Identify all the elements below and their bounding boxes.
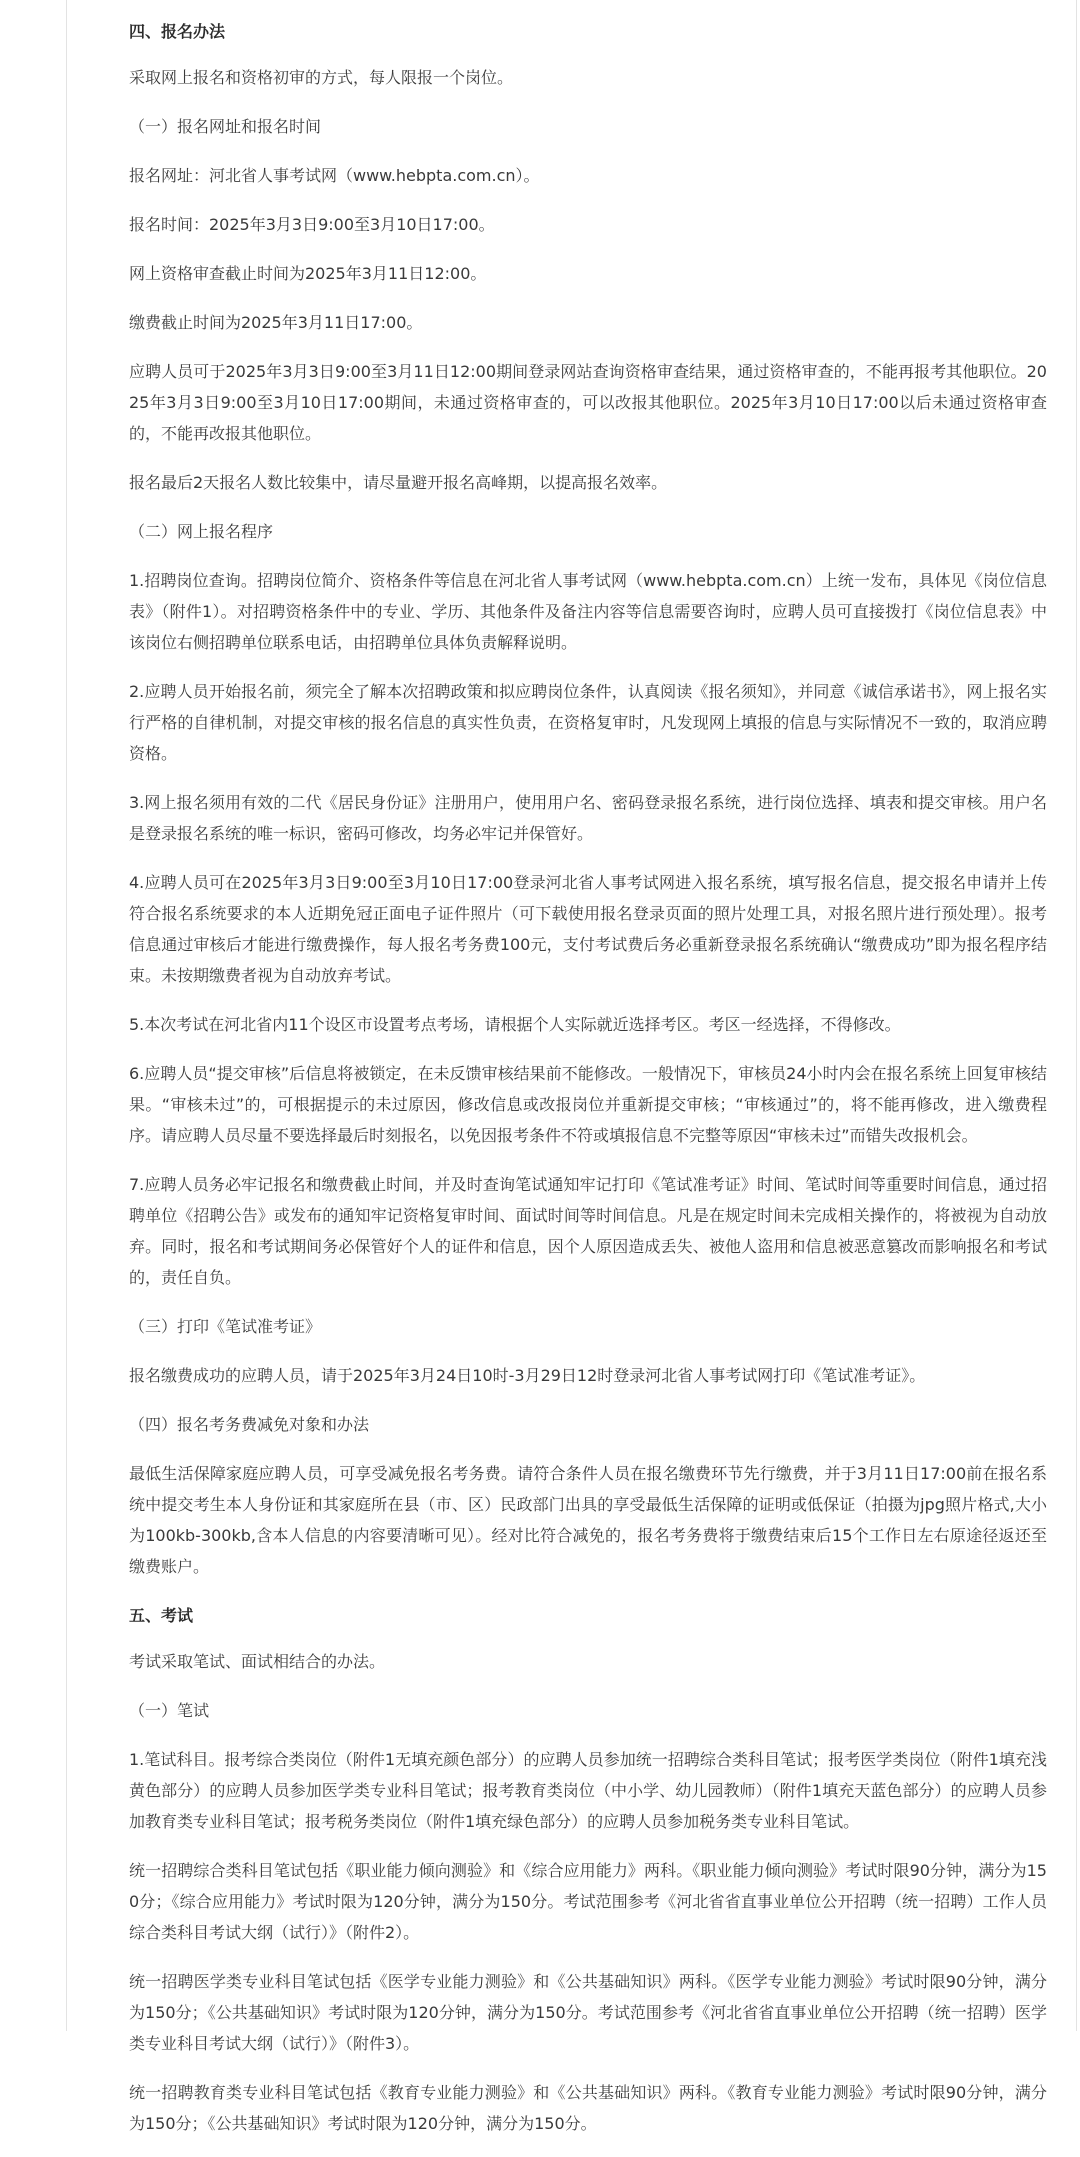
subsection-heading: （三）打印《笔试准考证》: [129, 1317, 322, 1336]
paragraph: 4.应聘人员可在2025年3月3日9:00至3月10日17:00登录河北省人事考试网进入报名系统，填写报名信息，提交报名申请并上传符合报名系统要求的本人近期免冠正面电子证件照片（可下载使用报名登录页面的照片处理工具，对报名照片进行预处理）。报考信息通过审核后才能进行缴费操作，每人报名考务费100元，支付考试费后务必重新登录报名系统确认“缴费成功”即为报名程序结束。未按期缴费者视为自动放弃考试。: [129, 873, 1047, 985]
paragraph: 缴费截止时间为2025年3月11日17:00。: [129, 313, 423, 332]
paragraph: 1.笔试科目。报考综合类岗位（附件1无填充颜色部分）的应聘人员参加统一招聘综合类科目笔试；报考医学类岗位（附件1填充浅黄色部分）的应聘人员参加医学类专业科目笔试；报考教育类岗位（中小学、幼儿园教师）（附件1填充天蓝色部分）的应聘人员参加教育类专业科目笔试；报考税务类岗位（附件1填充绿色部分）的应聘人员参加税务类专业科目笔试。: [129, 1750, 1047, 1831]
paragraph: 报名时间：2025年3月3日9:00至3月10日17:00。: [129, 215, 495, 234]
left-border-line: [66, 0, 67, 2031]
subsection-heading: （二）网上报名程序: [129, 522, 274, 541]
paragraph: 报名网址：河北省人事考试网（www.hebpta.com.cn）。: [129, 166, 540, 185]
paragraph: 6.应聘人员“提交审核”后信息将被锁定，在未反馈审核结果前不能修改。一般情况下，审核员24小时内会在报名系统上回复审核结果。“审核未过”的，可根据提示的未过原因，修改信息或改报岗位并重新提交审核；“审核通过”的，将不能再修改，进入缴费程序。请应聘人员尽量不要选择最后时刻报名，以免因报考条件不符或填报信息不完整等原因“审核未过”而错失改报机会。: [129, 1064, 1047, 1145]
right-border-line: [1076, 0, 1077, 2031]
paragraph: 统一招聘教育类专业科目笔试包括《教育专业能力测验》和《公共基础知识》两科。《教育专业能力测验》考试时限90分钟，满分为150分；《公共基础知识》考试时限为120分钟，满分为150分。: [129, 2083, 1047, 2133]
paragraph: 5.本次考试在河北省内11个设区市设置考点考场，请根据个人实际就近选择考区。考区一经选择，不得修改。: [129, 1015, 901, 1034]
paragraph: 统一招聘医学类专业科目笔试包括《医学专业能力测验》和《公共基础知识》两科。《医学专业能力测验》考试时限90分钟，满分为150分；《公共基础知识》考试时限为120分钟，满分为150分。考试范围参考《河北省省直事业单位公开招聘（统一招聘）医学类专业科目考试大纲（试行）》（附件3）。: [129, 1972, 1047, 2053]
paragraph: 应聘人员可于2025年3月3日9:00至3月11日12:00期间登录网站查询资格审查结果，通过资格审查的，不能再报考其他职位。2025年3月3日9:00至3月10日17:00期间，未通过资格审查的，可以改报其他职位。2025年3月10日17:00以后未通过资格审查的，不能再改报其他职位。: [129, 362, 1047, 443]
subsection-heading: （一）报名网址和报名时间: [129, 117, 322, 136]
paragraph: 3.网上报名须用有效的二代《居民身份证》注册用户，使用用户名、密码登录报名系统，进行岗位选择、填表和提交审核。用户名是登录报名系统的唯一标识，密码可修改，均务必牢记并保管好。: [129, 793, 1047, 843]
section-heading: 四、报名办法: [129, 22, 226, 41]
paragraph: 采取网上报名和资格初审的方式，每人限报一个岗位。: [129, 68, 514, 87]
paragraph: 2.应聘人员开始报名前，须完全了解本次招聘政策和拟应聘岗位条件，认真阅读《报名须知》，并同意《诚信承诺书》，网上报名实行严格的自律机制，对提交审核的报名信息的真实性负责，在资格复审时，凡发现网上填报的信息与实际情况不一致的，取消应聘资格。: [129, 682, 1047, 763]
section-heading: 五、考试: [129, 1606, 194, 1625]
paragraph: 最低生活保障家庭应聘人员，可享受减免报名考务费。请符合条件人员在报名缴费环节先行缴费，并于3月11日17:00前在报名系统中提交考生本人身份证和其家庭所在县（市、区）民政部门出具的享受最低生活保障的证明或低保证（拍摄为jpg照片格式,大小为100kb-300kb,含本人信息的内容要清晰可见）。经对比符合减免的，报名考务费将于缴费结束后15个工作日左右原途径返还至缴费账户。: [129, 1464, 1047, 1576]
paragraph: 报名最后2天报名人数比较集中，请尽量避开报名高峰期，以提高报名效率。: [129, 473, 668, 492]
paragraph: 网上资格审查截止时间为2025年3月11日12:00。: [129, 264, 487, 283]
paragraph: 1.招聘岗位查询。招聘岗位简介、资格条件等信息在河北省人事考试网（www.hebpta.com.cn）上统一发布，具体见《岗位信息表》（附件1）。对招聘资格条件中的专业、学历、其他条件及备注内容等信息需要咨询时，应聘人员可直接拨打《岗位信息表》中该岗位右侧招聘单位联系电话，由招聘单位具体负责解释说明。: [129, 571, 1047, 652]
subsection-heading: （一）笔试: [129, 1701, 210, 1720]
article-body: [129, 16, 1047, 2157]
paragraph: 7.应聘人员务必牢记报名和缴费截止时间，并及时查询笔试通知牢记打印《笔试准考证》时间、笔试时间等重要时间信息，通过招聘单位《招聘公告》或发布的通知牢记资格复审时间、面试时间等时间信息。凡是在规定时间未完成相关操作的，将被视为自动放弃。同时，报名和考试期间务必保管好个人的证件和信息，因个人原因造成丢失、被他人盗用和信息被恶意篡改而影响报名和考试的，责任自负。: [129, 1175, 1047, 1287]
paragraph: 考试采取笔试、面试相结合的办法。: [129, 1652, 386, 1671]
subsection-heading: （四）报名考务费减免对象和办法: [129, 1415, 370, 1434]
paragraph: 报名缴费成功的应聘人员，请于2025年3月24日10时-3月29日12时登录河北省人事考试网打印《笔试准考证》。: [129, 1366, 926, 1385]
paragraph: 统一招聘综合类科目笔试包括《职业能力倾向测验》和《综合应用能力》两科。《职业能力倾向测验》考试时限90分钟，满分为150分；《综合应用能力》考试时限为120分钟，满分为150分。考试范围参考《河北省省直事业单位公开招聘（统一招聘）工作人员综合类科目考试大纲（试行）》（附件2）。: [129, 1861, 1047, 1942]
